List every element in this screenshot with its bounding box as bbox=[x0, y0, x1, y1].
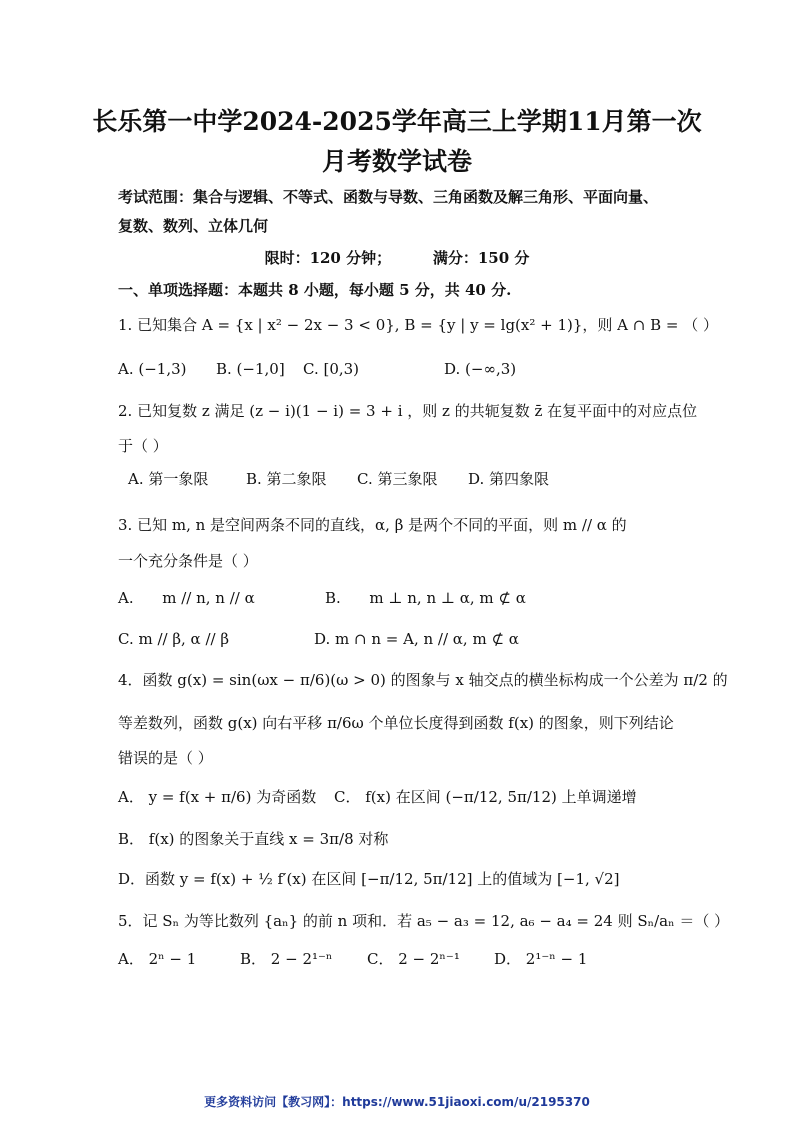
question-3-option-d: D. m ∩ n = A, n // α, m ⊄ α bbox=[314, 630, 519, 648]
question-4-stem-line-1: 4．函数 g(x) = sin(ωx − π/6)(ω > 0) 的图象与 x 轴交点的横坐标构成一个公差为 π/2 的 bbox=[118, 671, 728, 689]
question-5-option-c: C． 2 − 2ⁿ⁻¹ bbox=[367, 950, 460, 968]
question-3-stem-line-1: 3. 已知 m, n 是空间两条不同的直线，α, β 是两个不同的平面，则 m // α 的 bbox=[118, 516, 627, 534]
exam-scope-line-2: 复数、数列、立体几何 bbox=[118, 217, 269, 235]
question-1-option-d: D. (−∞,3) bbox=[444, 360, 517, 378]
question-4-option-d: D．函数 y = f(x) + ½ f′(x) 在区间 [−π/12, 5π/12] 上的值域为 [−1, √2] bbox=[118, 870, 620, 888]
question-5-option-b: B． 2 − 2¹⁻ⁿ bbox=[240, 950, 333, 968]
question-5-stem: 5．记 Sₙ 为等比数列 {aₙ} 的前 n 项和．若 a₅ − a₃ = 12, a₆ − a₄ = 24 则 Sₙ/aₙ ＝（ ） bbox=[118, 912, 730, 930]
question-2-stem-line-1: 2. 已知复数 z 满足 (z − i)(1 − i) = 3 + i ，则 z 的共轭复数 z̄ 在复平面中的对应点位 bbox=[118, 402, 698, 420]
exam-title-line-2: 月考数学试卷 bbox=[321, 147, 472, 176]
question-1-option-a: A. (−1,3) bbox=[118, 360, 187, 378]
question-4-stem-line-2: 等差数列，函数 g(x) 向右平移 π/6ω 个单位长度得到函数 f(x) 的图象，则下列结论 bbox=[118, 714, 674, 732]
exam-title-line-1: 长乐第一中学2024-2025学年高三上学期11月第一次 bbox=[92, 107, 702, 136]
question-2-option-d: D. 第四象限 bbox=[468, 470, 550, 488]
question-1-stem: 1. 已知集合 A = {x | x² − 2x − 3 < 0}, B = {y | y = lg(x² + 1)}，则 A ∩ B = （ ） bbox=[118, 316, 719, 334]
question-2-stem-line-2: 于（ ） bbox=[118, 437, 168, 455]
question-3-option-b: B. m ⊥ n, n ⊥ α, m ⊄ α bbox=[325, 589, 526, 607]
question-3-option-a: A. m // n, n // α bbox=[118, 589, 255, 607]
question-3-option-c: C. m // β, α // β bbox=[118, 630, 229, 648]
question-5-option-a: A． 2ⁿ − 1 bbox=[118, 950, 197, 968]
section-header: 一、单项选择题：本题共 8 小题，每小题 5 分，共 40 分. bbox=[118, 281, 512, 299]
question-2-option-b: B. 第二象限 bbox=[246, 470, 327, 488]
question-1-option-b: B. (−1,0] bbox=[216, 360, 285, 378]
question-4-option-c: C． f(x) 在区间 (−π/12, 5π/12) 上单调递增 bbox=[334, 788, 637, 806]
question-3-stem-line-2: 一个充分条件是（ ） bbox=[118, 552, 258, 570]
question-4-option-b: B． f(x) 的图象关于直线 x = 3π/8 对称 bbox=[118, 830, 389, 848]
footer-link[interactable]: 更多资料访问【教习网】：https://www.51jiaoxi.com/u/2195370 bbox=[204, 1095, 590, 1109]
exam-scope-line-1: 考试范围：集合与逻辑、不等式、函数与导数、三角函数及解三角形、平面向量、 bbox=[118, 188, 659, 206]
question-2-option-c: C. 第三象限 bbox=[357, 470, 438, 488]
question-5-option-d: D． 2¹⁻ⁿ − 1 bbox=[494, 950, 588, 968]
question-1-option-c: C. [0,3) bbox=[303, 360, 360, 378]
time-and-score: 限时：120 分钟； 满分：150 分 bbox=[264, 249, 530, 267]
question-2-option-a: A. 第一象限 bbox=[128, 470, 209, 488]
question-4-stem-line-3: 错误的是（ ） bbox=[118, 749, 213, 767]
question-4-option-a: A． y = f(x + π/6) 为奇函数 bbox=[118, 788, 317, 806]
